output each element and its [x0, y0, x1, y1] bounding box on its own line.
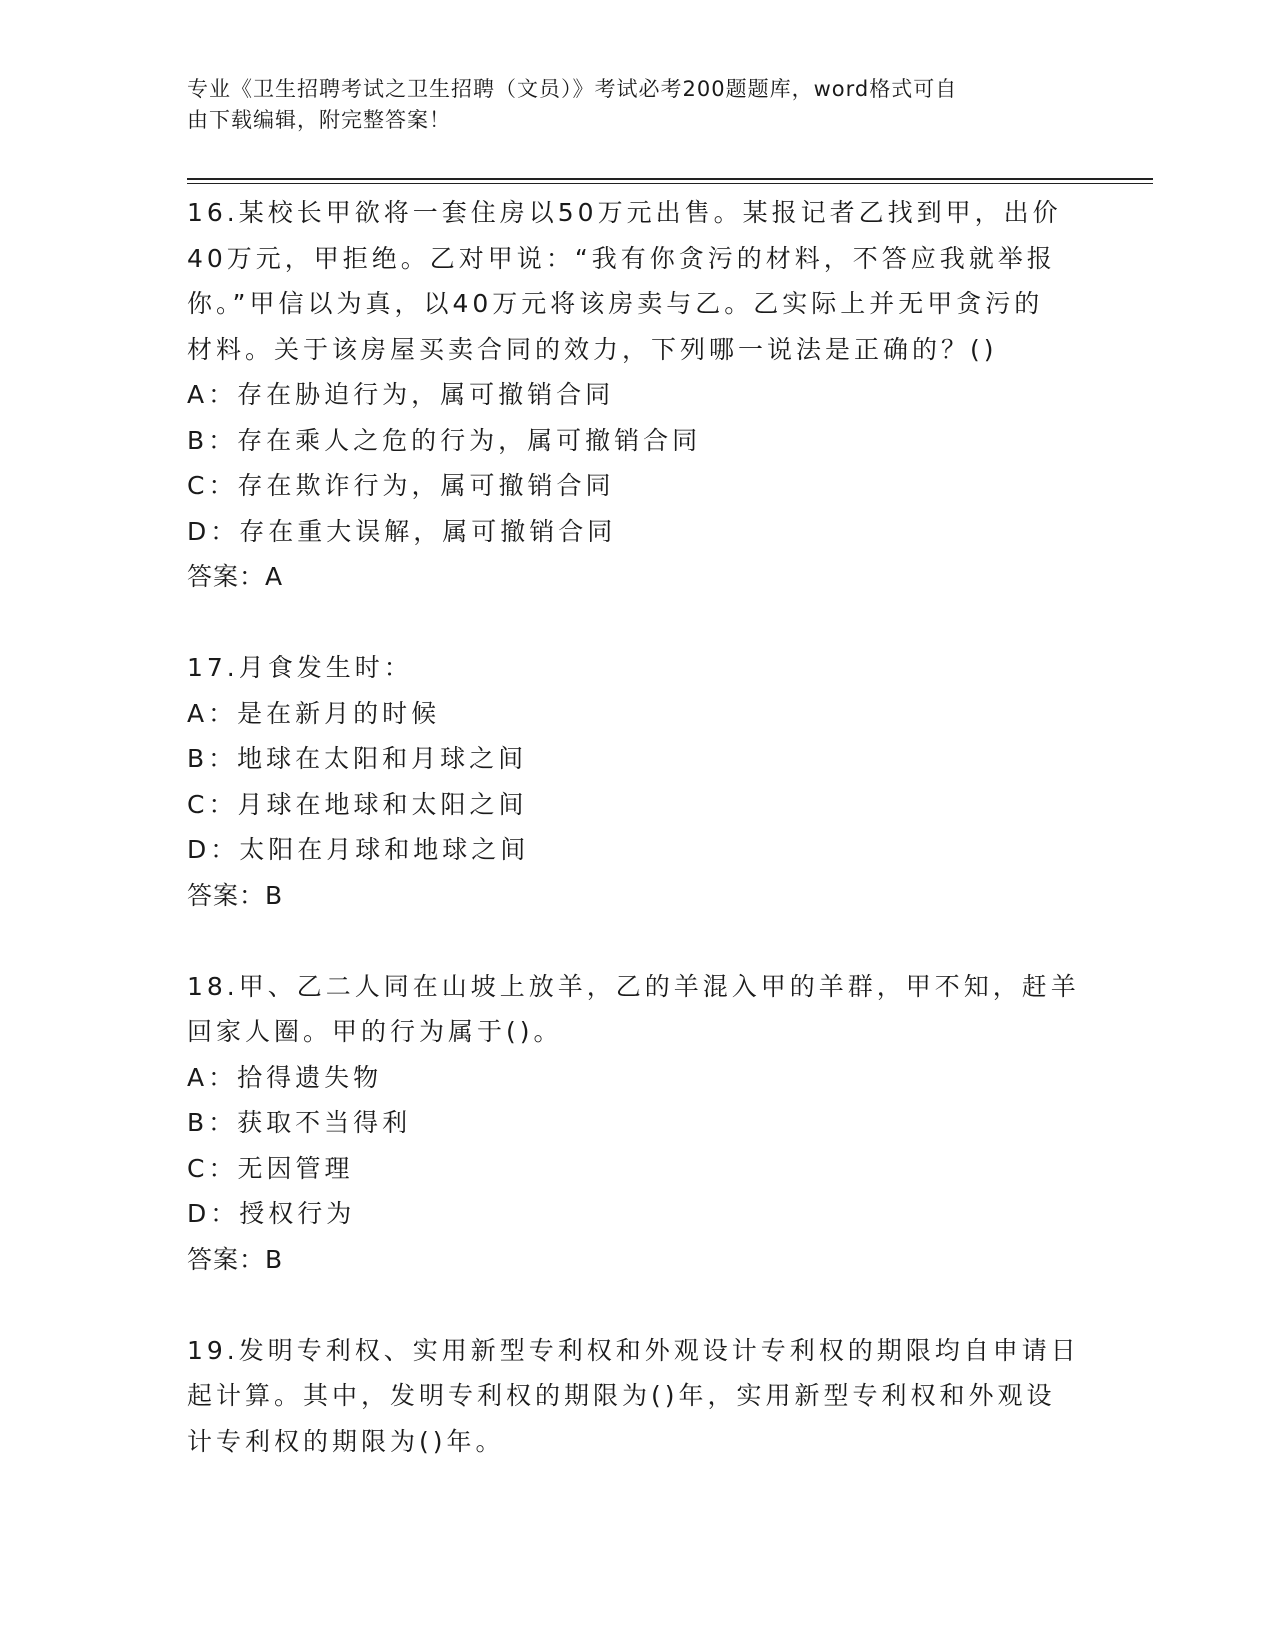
question-19 [187, 1328, 1087, 1465]
question-text-line: 18.甲、乙二人同在山坡上放羊，乙的羊混入甲的羊群，甲不知，赶羊 [187, 971, 1080, 1001]
answer-line: 答案：B [187, 1244, 284, 1274]
header-title-line-1: 专业《卫生招聘考试之卫生招聘（文员）》考试必考200题题库，word格式可自 [187, 77, 958, 101]
option-d: D：存在重大误解，属可撤销合同 [187, 516, 617, 546]
option-a: A：拾得遗失物 [187, 1062, 383, 1092]
question-text-line: 40万元，甲拒绝。乙对甲说：“我有你贪污的材料，不答应我就举报 [187, 243, 1056, 273]
header-divider-thick [187, 178, 1153, 180]
question-text-line: 19.发明专利权、实用新型专利权和外观设计专利权的期限均自申请日 [187, 1335, 1080, 1365]
question-text-line: 回家人圈。甲的行为属于()。 [187, 1017, 563, 1046]
option-a: A：存在胁迫行为，属可撤销合同 [187, 380, 615, 409]
document-header [187, 74, 1067, 136]
question-text-line: 材料。关于该房屋买卖合同的效力，下列哪一说法是正确的？() [187, 334, 998, 364]
option-b: B：地球在太阳和月球之间 [187, 744, 528, 773]
question-text-line: 起计算。其中，发明专利权的期限为()年，实用新型专利权和外观设 [187, 1381, 1056, 1410]
option-b: B：获取不当得利 [187, 1108, 412, 1137]
option-c: C：无因管理 [187, 1153, 354, 1183]
header-title-line-2: 由下载编辑，附完整答案！ [187, 108, 451, 132]
question-text-line: 17.月食发生时： [187, 653, 413, 682]
answer-line: 答案：A [187, 562, 284, 591]
option-a: A：是在新月的时候 [187, 698, 441, 728]
option-c: C：存在欺诈行为，属可撤销合同 [187, 471, 615, 500]
question-text-line: 16.某校长甲欲将一套住房以50万元出售。某报记者乙找到甲，出价 [187, 198, 1062, 227]
question-16 [187, 190, 1087, 600]
question-text-line: 计专利权的期限为()年。 [187, 1426, 505, 1456]
question-17 [187, 645, 1087, 918]
header-divider-thin [187, 183, 1153, 184]
answer-line: 答案：B [187, 880, 284, 910]
question-list [187, 190, 1087, 1510]
option-c: C：月球在地球和太阳之间 [187, 789, 528, 819]
option-d: D：授权行为 [187, 1199, 356, 1228]
question-text-line: 你。”甲信以为真，以40万元将该房卖与乙。乙实际上并无甲贪污的 [187, 289, 1044, 318]
option-d: D：太阳在月球和地球之间 [187, 835, 530, 864]
question-18 [187, 964, 1087, 1283]
option-b: B：存在乘人之危的行为，属可撤销合同 [187, 425, 702, 455]
